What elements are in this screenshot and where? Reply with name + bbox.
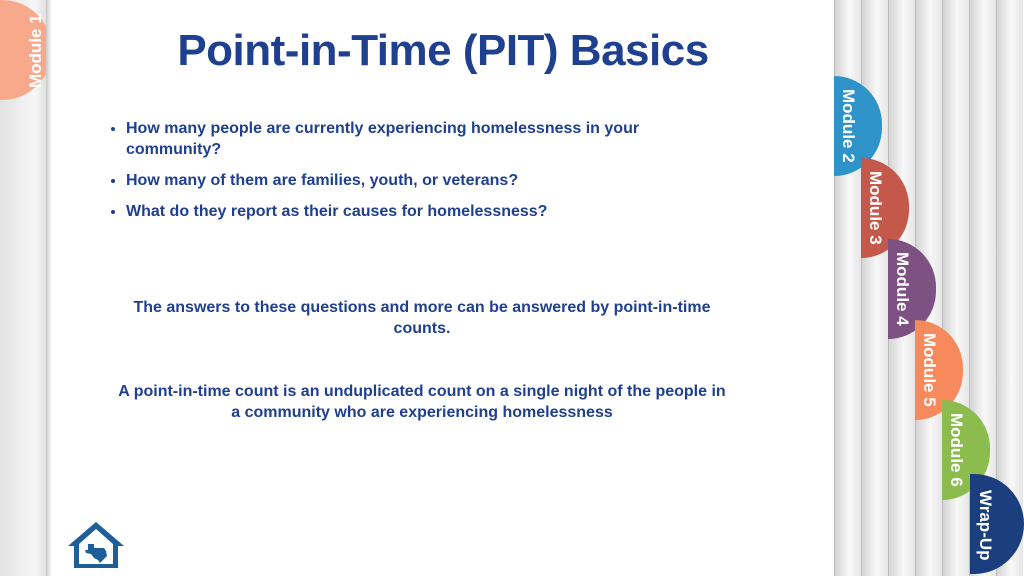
texas-house-icon (66, 520, 126, 570)
module-3-tab-label: Module 3 (866, 171, 885, 245)
slide-content (52, 0, 834, 576)
module-6-tab-label: Module 6 (947, 413, 966, 487)
slide-title: Point-in-Time (PIT) Basics (177, 26, 709, 75)
module-2-tab-label: Module 2 (839, 89, 858, 163)
question-item: • How many people are currently experiencing homelessness in your community? (126, 118, 726, 160)
definition-paragraph: A point-in-time count is an unduplicated count on a single night of the people in a community who are experiencing homelessness (118, 383, 726, 421)
module-4-tab-label: Module 4 (893, 252, 912, 326)
page-edge (861, 0, 888, 576)
question-list (108, 118, 726, 232)
question-item: • What do they report as their causes for homelessness? (126, 201, 726, 222)
wrap-up-tab-label: Wrap-Up (976, 489, 995, 561)
answers-paragraph: The answers to these questions and more can be answered by point-in-time counts. (133, 299, 711, 337)
module-5-tab-label: Module 5 (920, 333, 939, 407)
module-1-tab-label: Module 1 (26, 14, 45, 88)
question-item: • How many of them are families, youth, or veterans? (126, 170, 726, 191)
